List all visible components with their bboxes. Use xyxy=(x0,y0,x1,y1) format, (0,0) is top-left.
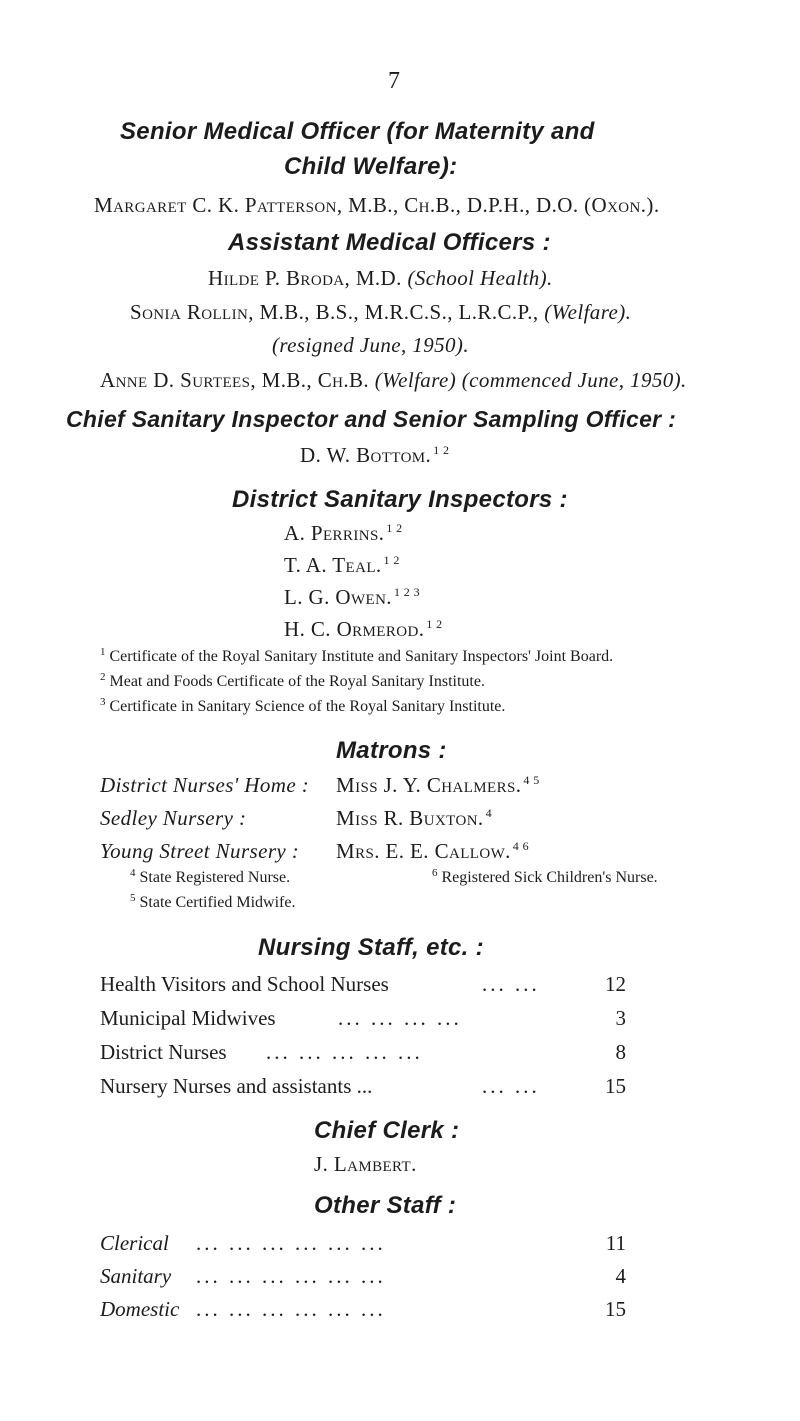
leader-dots: ... ... ... ... xyxy=(338,1006,462,1030)
leader-dots: ... ... ... ... ... xyxy=(266,1040,423,1064)
assistant-mo-entry: Hilde P. Broda, M.D. (School Health). xyxy=(208,266,553,290)
other-staff-count: 11 xyxy=(605,1231,626,1255)
footnote: $^6$ Registered Sick Children's Nurse. xyxy=(432,866,658,886)
assistant-mo-entry: Anne D. Surtees, M.B., Ch.B. (Welfare) (commenced June, 1950). xyxy=(100,368,687,392)
matron-name: Miss R. Buxton. $^4$ xyxy=(336,806,492,830)
footnote: $^2$ Meat and Foods Certificate of the Royal Sanitary Institute. xyxy=(100,670,485,690)
matron-place: District Nurses' Home : xyxy=(100,773,310,797)
assistant-mo-entry: Sonia Rollin, M.B., B.S., M.R.C.S., L.R.C.P., (Welfare). xyxy=(130,300,632,324)
footnote: $^5$ State Certified Midwife. xyxy=(130,891,296,911)
other-staff-heading: Other Staff : xyxy=(314,1192,457,1219)
nursing-staff-count: 12 xyxy=(605,972,626,996)
nursing-staff-count: 8 xyxy=(615,1040,626,1064)
senior-mo-heading-line1: Senior Medical Officer (for Maternity and xyxy=(120,118,595,145)
matron-name: Miss J. Y. Chalmers. $^{4 5}$ xyxy=(336,773,540,797)
district-inspector: H. C. Ormerod. $^{1 2}$ xyxy=(284,617,443,641)
matron-name: Mrs. E. E. Callow. $^{4 6}$ xyxy=(336,839,529,863)
district-sanitary-heading: District Sanitary Inspectors : xyxy=(232,486,568,513)
footnote: $^3$ Certificate in Sanitary Science of the Royal Sanitary Institute. xyxy=(100,695,506,715)
assistant-mo-heading: Assistant Medical Officers : xyxy=(228,229,551,256)
senior-mo-heading-line2: Child Welfare): xyxy=(284,153,458,180)
matron-place: Sedley Nursery : xyxy=(100,806,247,830)
nursing-staff-label: Nursery Nurses and assistants ... xyxy=(100,1074,373,1098)
page-number: 7 xyxy=(388,68,400,94)
matrons-heading: Matrons : xyxy=(336,737,447,764)
nursing-staff-label: Health Visitors and School Nurses xyxy=(100,972,389,996)
nursing-staff-label: District Nurses xyxy=(100,1040,227,1064)
chief-sanitary-heading: Chief Sanitary Inspector and Senior Sampling Officer : xyxy=(66,406,677,432)
district-inspector: T. A. Teal. $^{1 2}$ xyxy=(284,553,400,577)
other-staff-count: 4 xyxy=(615,1264,626,1288)
other-staff-label: Sanitary xyxy=(100,1264,172,1288)
other-staff-label: Domestic xyxy=(100,1297,180,1321)
other-staff-label: Clerical xyxy=(100,1231,169,1255)
leader-dots: ... ... xyxy=(482,972,540,996)
chief-clerk-name: J. Lambert. xyxy=(314,1152,417,1176)
leader-dots: ... ... ... ... ... ... xyxy=(196,1297,386,1321)
other-staff-count: 15 xyxy=(605,1297,626,1321)
nursing-staff-count: 15 xyxy=(605,1074,626,1098)
leader-dots: ... ... ... ... ... ... xyxy=(196,1264,386,1288)
chief-clerk-heading: Chief Clerk : xyxy=(314,1117,460,1144)
footnote: $^1$ Certificate of the Royal Sanitary Institute and Sanitary Inspectors' Joint Board. xyxy=(100,645,614,665)
nursing-staff-heading: Nursing Staff, etc. : xyxy=(258,934,484,961)
nursing-staff-label: Municipal Midwives xyxy=(100,1006,276,1030)
matron-place: Young Street Nursery : xyxy=(100,839,300,863)
assistant-mo-resigned-note: (resigned June, 1950). xyxy=(272,333,469,357)
district-inspector: A. Perrins. $^{1 2}$ xyxy=(284,521,403,545)
chief-sanitary-name: D. W. Bottom. $^{1 2}$ xyxy=(300,443,450,467)
leader-dots: ... ... xyxy=(482,1074,540,1098)
footnote: $^4$ State Registered Nurse. xyxy=(130,866,291,886)
leader-dots: ... ... ... ... ... ... xyxy=(196,1231,386,1255)
nursing-staff-count: 3 xyxy=(615,1006,626,1030)
district-inspector: L. G. Owen. $^{1 2 3}$ xyxy=(284,585,420,609)
senior-mo-name: Margaret C. K. Patterson, M.B., Ch.B., D.P.H., D.O. (Oxon.). xyxy=(94,193,660,217)
